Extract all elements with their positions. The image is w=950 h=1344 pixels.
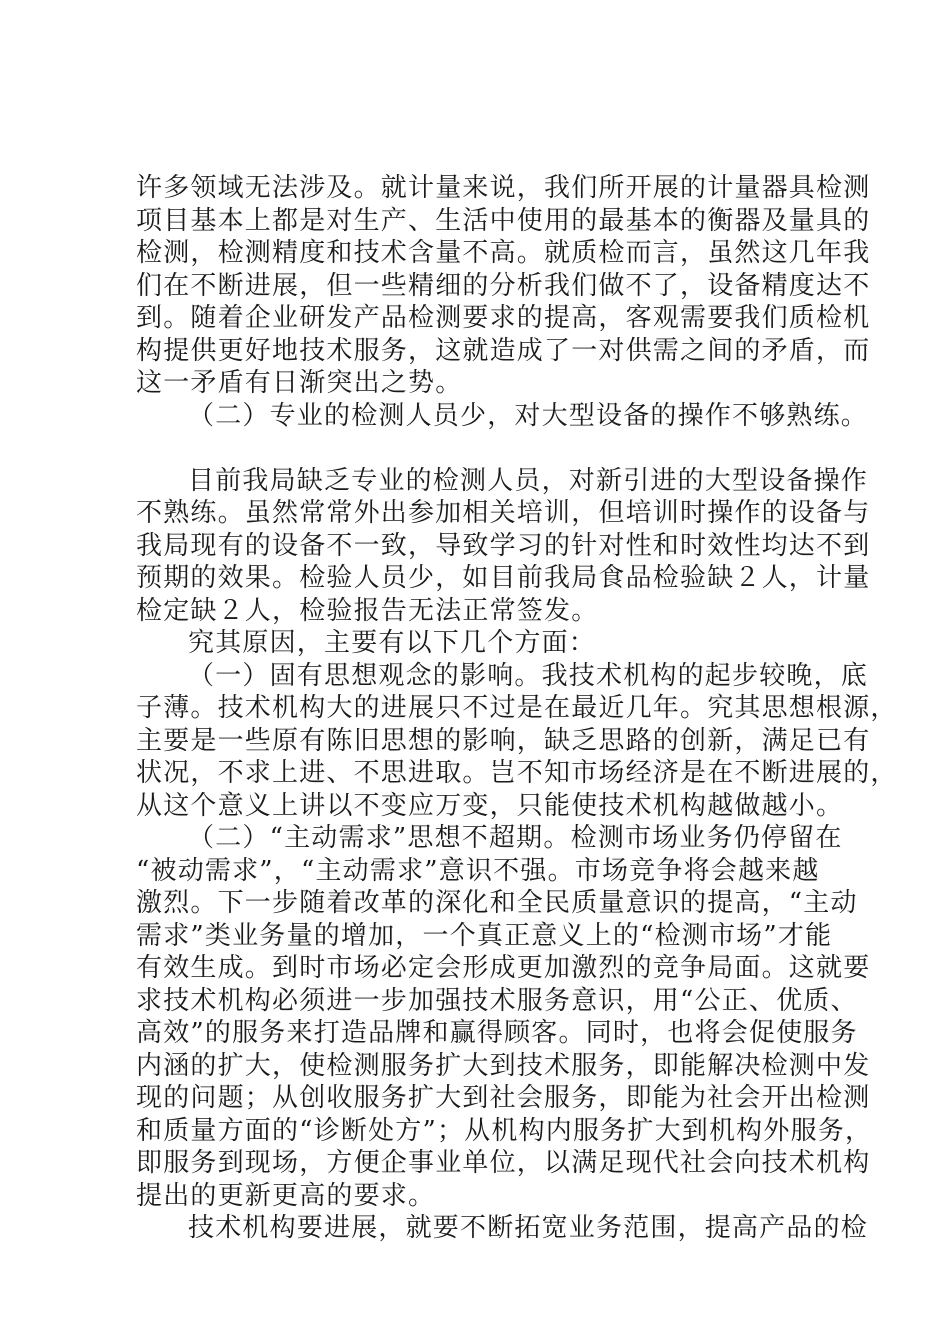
section-heading-staff-shortage — [136, 400, 869, 433]
text-line: 这一矛盾有日渐突出之势。 — [136, 368, 463, 398]
text-line: 主要是一些原有陈旧思想的影响，缺乏思路的创新，满足已有 — [136, 725, 871, 756]
text-line: 需求”类业务量的增加，一个真正意义上的“检测市场”才能 — [136, 920, 833, 951]
paragraph-development — [136, 1212, 869, 1245]
text-line: 激烈。下一步随着改革的深化和全民质量意识的提高，“主动 — [136, 888, 858, 918]
text-line: （一）固有思想观念的影响。我技术机构的起步较晚，底 — [188, 660, 869, 691]
text-line: 状况，不求上进、不思进取。岂不知市场经济是在不断进展的， — [136, 758, 898, 788]
text-line: 检定缺２人，检验报告无法正常签发。 — [136, 595, 599, 626]
text-line: 内涵的扩大，使检测服务扩大到技术服务，即能解决检测中发 — [136, 1050, 871, 1081]
text-line: （二）专业的检测人员少，对大型设备的操作不够熟练。 — [188, 400, 869, 431]
paragraph-staff-shortage — [136, 465, 871, 628]
paragraph-metrology-limitations — [136, 172, 871, 400]
text-line: 高效”的服务来打造品牌和赢得顾客。同时，也将会促使服务 — [136, 1018, 858, 1048]
text-line: 许多领域无法涉及。就计量来说，我们所开展的计量器具检测 — [136, 173, 871, 203]
text-line: 提出的更新更高的要求。 — [136, 1180, 436, 1211]
text-line: （二）“主动需求”思想不超期。检测市场业务仍停留在 — [188, 823, 843, 853]
text-line: 们在不断进展，但一些精细的分析我们做不了，设备精度达不 — [136, 270, 871, 301]
text-line: 和质量方面的“诊断处方”；从机构内服务扩大到机构外服务， — [136, 1115, 873, 1146]
text-line: 有效生成。到时市场必定会形成更加激烈的竞争局面。这就要 — [136, 953, 871, 983]
text-line: 预期的效果。检验人员少，如目前我局食品检验缺２人，计量 — [136, 563, 871, 593]
text-line: 子薄。技术机构大的进展只不过是在最近几年。究其思想根源， — [136, 693, 898, 723]
blank-line — [136, 432, 836, 465]
text-line: 究其原因，主要有以下几个方面： — [188, 628, 597, 658]
paragraph-causes-intro — [136, 627, 836, 660]
text-line: 构提供更好地技术服务，这就造成了一对供需之间的矛盾，而 — [136, 335, 871, 366]
text-line: 我局现有的设备不一致，导致学习的针对性和时效性均达不到 — [136, 530, 871, 561]
text-line: 技术机构要进展，就要不断拓宽业务范围，提高产品的检 — [188, 1213, 869, 1243]
text-line: 目前我局缺乏专业的检测人员，对新引进的大型设备操作 — [188, 465, 869, 496]
text-line: “被动需求”，“主动需求”意识不强。市场竞争将会越来越 — [136, 855, 820, 886]
text-line: 到。随着企业研发产品检测要求的提高，客观需要我们质检机 — [136, 303, 871, 333]
text-line: 求技术机构必须进一步加强技术服务意识，用“公正、优质、 — [136, 985, 858, 1016]
text-line: 不熟练。虽然常常外出参加相关培训，但培训时操作的设备与 — [136, 498, 871, 528]
document-body — [136, 172, 898, 1245]
text-line: 从这个意义上讲以不变应万变，只能使技术机构越做越小。 — [136, 790, 844, 821]
text-line: 项目基本上都是对生产、生活中使用的最基本的衡器及量具的 — [136, 205, 871, 236]
paragraph-cause-one — [136, 660, 898, 823]
paragraph-cause-two — [136, 822, 873, 1212]
text-line: 即服务到现场，方便企事业单位，以满足现代社会向技术机构 — [136, 1148, 871, 1178]
text-line: 现的问题；从创收服务扩大到社会服务，即能为社会开出检测 — [136, 1083, 871, 1113]
text-line: 检测，检测精度和技术含量不高。就质检而言，虽然这几年我 — [136, 238, 871, 268]
